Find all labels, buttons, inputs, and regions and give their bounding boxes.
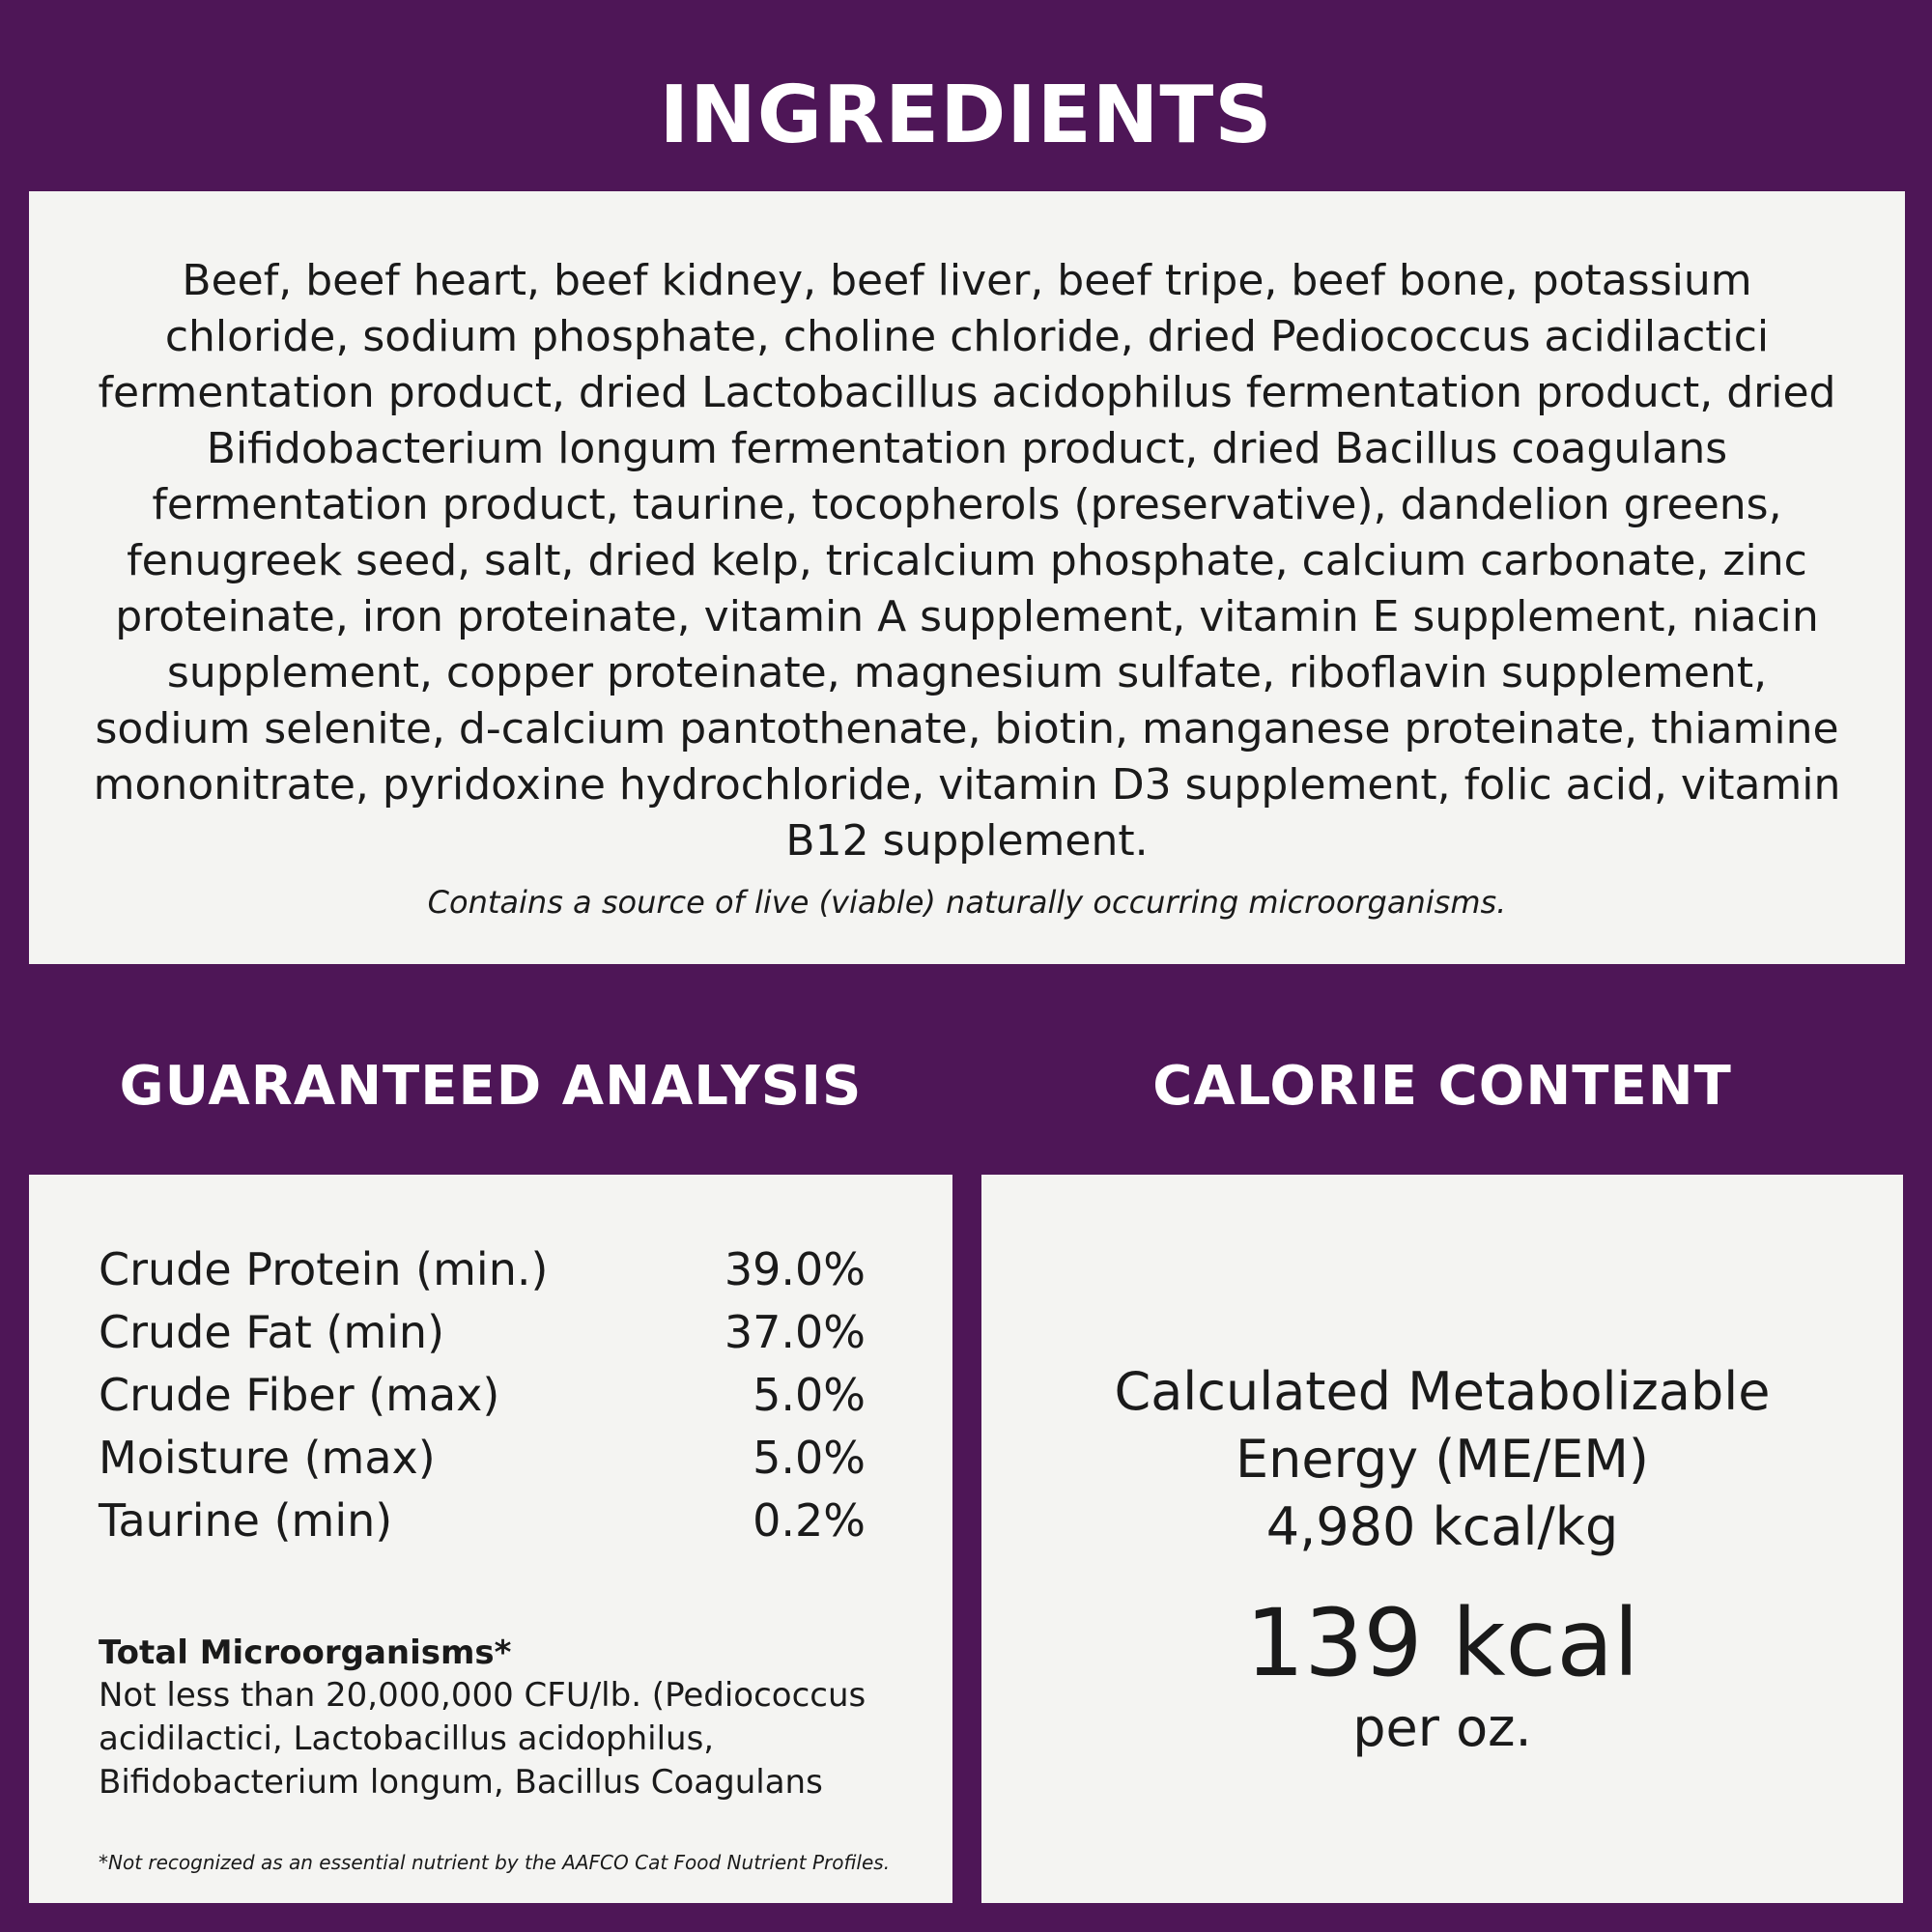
- analysis-label: Crude Fat (min): [99, 1306, 445, 1358]
- microorganisms-title: Total Microorganisms*: [99, 1634, 512, 1672]
- analysis-value: 39.0%: [724, 1243, 866, 1295]
- analysis-value: 5.0%: [753, 1432, 866, 1484]
- metabolizable-energy-text: [981, 1358, 1903, 1561]
- analysis-value: 0.2%: [753, 1494, 866, 1547]
- analysis-label: Crude Protein (min.): [99, 1243, 549, 1295]
- microorganisms-text: Not less than 20,000,000 CFU/lb. (Pediococcus acidilactici, Lactobacillus acidophilus, Bifidobacterium longum, Bacillus Coagulans: [99, 1676, 867, 1802]
- kcal-per-oz-value: 139 kcal: [1245, 1589, 1639, 1697]
- calorie-content-panel: [981, 1175, 1903, 1903]
- ingredients-panel: [29, 191, 1905, 964]
- microorganisms-block: [99, 1632, 900, 1804]
- ingredients-note: Contains a source of live (viable) naturally occurring microorganisms.: [427, 884, 1507, 921]
- analysis-label: Moisture (max): [99, 1432, 436, 1484]
- aafco-footnote: *Not recognized as an essential nutrient by the AAFCO Cat Food Nutrient Profiles.: [99, 1851, 891, 1874]
- analysis-row-crude-fiber: [99, 1364, 866, 1427]
- kcal-per-oz-unit: per oz.: [1352, 1697, 1532, 1758]
- ingredients-list-text: Beef, beef heart, beef kidney, beef liver, beef tripe, beef bone, potassium chloride, sodium phosphate, choline chloride, dried Pediococcus acidilactici fermentation product, dried Lactobacillus acidophilus fermentation product, dried Bifidobacterium longum fermentation product, dried Bacillus coagulans fermentation product, taurine, tocopherols (preservative), dandelion greens, fenugreek seed, salt, dried kelp, tricalcium phosphate, calcium carbonate, zinc proteinate, iron proteinate, vitamin A supplement, vitamin E supplement, niacin supplement, copper proteinate, magnesium sulfate, riboflavin supplement, sodium selenite, d-calcium pantothenate, biotin, manganese proteinate, thiamine mononitrate, pyridoxine hydrochloride, vitamin D3 supplement, folic acid, vitamin B12 supplement.: [93, 256, 1841, 866]
- guaranteed-analysis-panel: [29, 1175, 952, 1903]
- analysis-row-taurine: [99, 1490, 866, 1552]
- calorie-content-title: CALORIE CONTENT: [1152, 1055, 1732, 1118]
- analysis-label: Taurine (min): [99, 1494, 393, 1547]
- me-line-1: Calculated Metabolizable: [1114, 1361, 1771, 1422]
- analysis-row-moisture: [99, 1427, 866, 1490]
- guaranteed-analysis-title: GUARANTEED ANALYSIS: [119, 1055, 863, 1118]
- me-line-3: 4,980 kcal/kg: [1265, 1496, 1619, 1557]
- analysis-value: 37.0%: [724, 1306, 866, 1358]
- analysis-row-crude-protein: [99, 1238, 866, 1301]
- ingredients-title: INGREDIENTS: [659, 70, 1273, 161]
- me-line-2: Energy (ME/EM): [1236, 1429, 1649, 1490]
- analysis-value: 5.0%: [753, 1369, 866, 1421]
- analysis-label: Crude Fiber (max): [99, 1369, 500, 1421]
- analysis-row-crude-fat: [99, 1301, 866, 1364]
